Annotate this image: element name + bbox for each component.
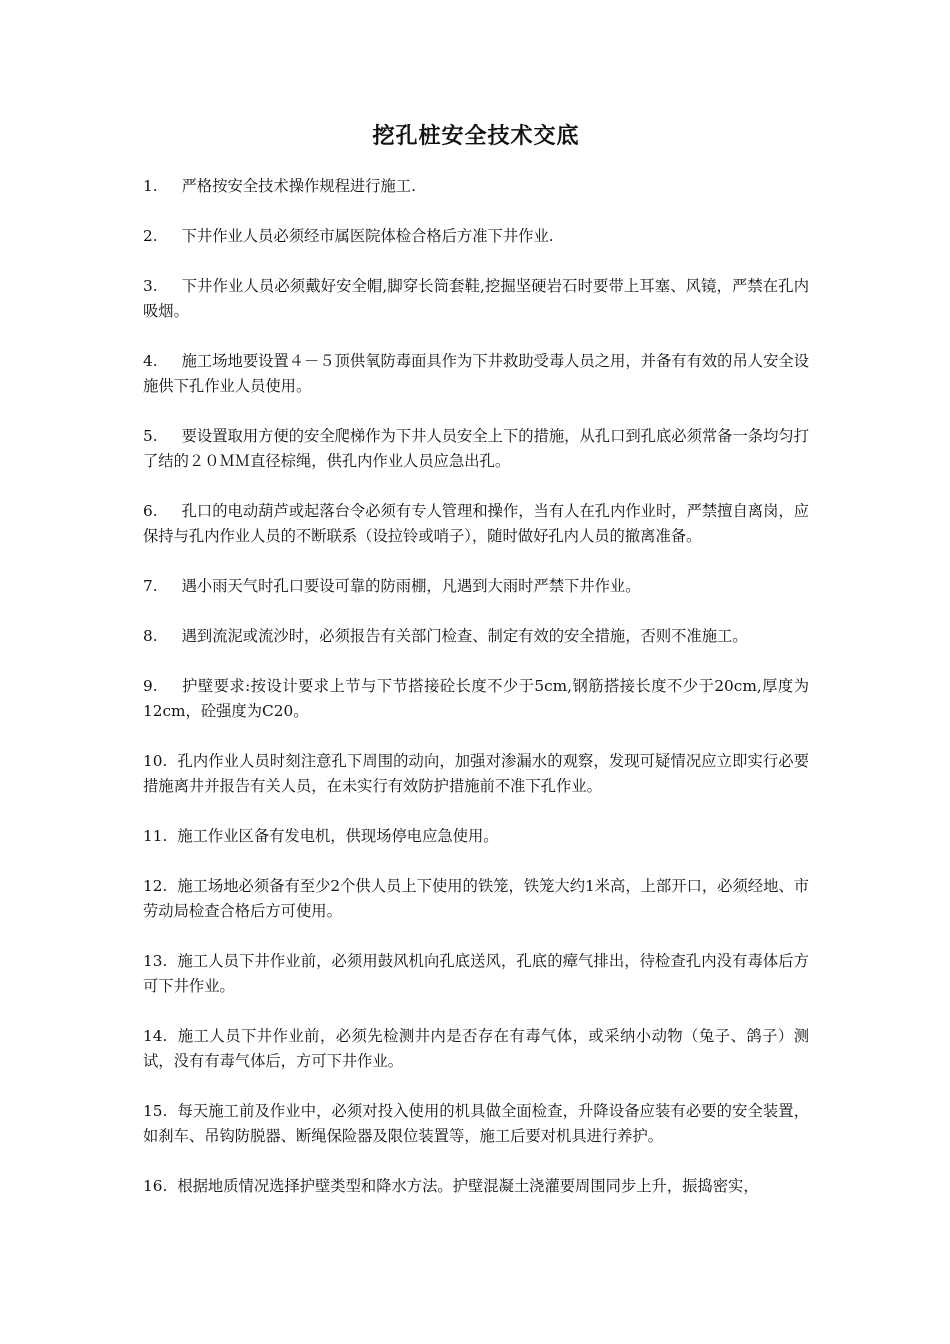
item-text: 下井作业人员必须戴好安全帽,脚穿长筒套鞋,挖掘坚硬岩石时要带上耳塞、风镜，严禁在孔内吸烟。: [143, 277, 809, 320]
item-number: 10.: [143, 752, 168, 770]
list-item: [143, 574, 809, 599]
document-page: [143, 118, 809, 1224]
item-text: 施工场地必须备有至少2个供人员上下使用的铁笼，铁笼大约1米高，上部开口，必须经地、市劳动局检查合格后方可使用。: [143, 877, 809, 920]
item-text: 遇小雨天气时孔口要设可靠的防雨棚，凡遇到大雨时严禁下井作业。: [181, 577, 641, 595]
item-number: 6.: [143, 502, 158, 520]
item-text: 施工场地要设置４－５顶供氧防毒面具作为下井救助受毒人员之用，并备有有效的吊人安全设施供下孔作业人员使用。: [143, 352, 809, 395]
item-number: 9.: [143, 677, 158, 695]
item-number: 14.: [143, 1027, 168, 1045]
list-item: [143, 1024, 809, 1074]
item-text: 要设置取用方便的安全爬梯作为下井人员安全上下的措施，从孔口到孔底必须常备一条均匀打了结的２０ＭＭ直径棕绳，供孔内作业人员应急出孔。: [143, 427, 809, 470]
item-number: 11.: [143, 827, 168, 845]
item-text: 根据地质情况选择护壁类型和降水方法。护壁混凝土浇灌要周围同步上升，振捣密实，: [177, 1177, 759, 1195]
list-item: [143, 824, 809, 849]
item-number: 7.: [143, 577, 158, 595]
item-number: 8.: [143, 627, 158, 645]
list-item: [143, 749, 809, 799]
list-item: [143, 424, 809, 474]
item-text: 施工人员下井作业前，必须用鼓风机向孔底送风，孔底的瘴气排出，待检查孔内没有毒体后方可下井作业。: [143, 952, 809, 995]
item-number: 2.: [143, 227, 158, 245]
item-number: 16.: [143, 1177, 168, 1195]
item-text: 施工人员下井作业前，必须先检测井内是否存在有毒气体，或采纳小动物（兔子、鸽子）测试，没有有毒气体后，方可下井作业。: [143, 1027, 809, 1070]
item-number: 4.: [143, 352, 158, 370]
item-text: 每天施工前及作业中，必须对投入使用的机具做全面检查，升降设备应装有必要的安全装置，如刹车、吊钩防脱器、断绳保险器及限位装置等，施工后要对机具进行养护。: [143, 1102, 809, 1145]
list-item: [143, 624, 809, 649]
item-number: 5.: [143, 427, 158, 445]
list-item: [143, 674, 809, 724]
list-item: [143, 174, 809, 199]
item-number: 12.: [143, 877, 168, 895]
item-number: 13.: [143, 952, 168, 970]
item-text: 遇到流泥或流沙时，必须报告有关部门检查、制定有效的安全措施，否则不准施工。: [181, 627, 748, 645]
item-text: 护壁要求:按设计要求上节与下节搭接砼长度不少于5cm,钢筋搭接长度不少于20cm,厚度为12cm，砼强度为C20。: [143, 677, 809, 720]
list-item: [143, 349, 809, 399]
item-text: 孔内作业人员时刻注意孔下周围的动向，加强对渗漏水的观察，发现可疑情况应立即实行必要措施离井并报告有关人员，在未实行有效防护措施前不准下孔作业。: [143, 752, 809, 795]
item-text: 孔口的电动葫芦或起落台令必须有专人管理和操作，当有人在孔内作业时，严禁擅自离岗，应保持与孔内作业人员的不断联系（设拉铃或哨子），随时做好孔内人员的撤离准备。: [143, 502, 809, 545]
list-item: [143, 949, 809, 999]
list-item: [143, 874, 809, 924]
item-number: 3.: [143, 277, 158, 295]
list-item: [143, 499, 809, 549]
document-title: 挖孔桩安全技术交底: [372, 123, 580, 149]
list-item: [143, 1174, 809, 1199]
item-number: 15.: [143, 1102, 168, 1120]
list-item: [143, 274, 809, 324]
item-number: 1.: [143, 177, 158, 195]
list-item: [143, 224, 809, 249]
item-text: 施工作业区备有发电机，供现场停电应急使用。: [177, 827, 499, 845]
item-text: 下井作业人员必须经市属医院体检合格后方准下井作业.: [181, 227, 554, 245]
item-text: 严格按安全技术操作规程进行施工.: [181, 177, 416, 195]
list-item: [143, 1099, 809, 1149]
